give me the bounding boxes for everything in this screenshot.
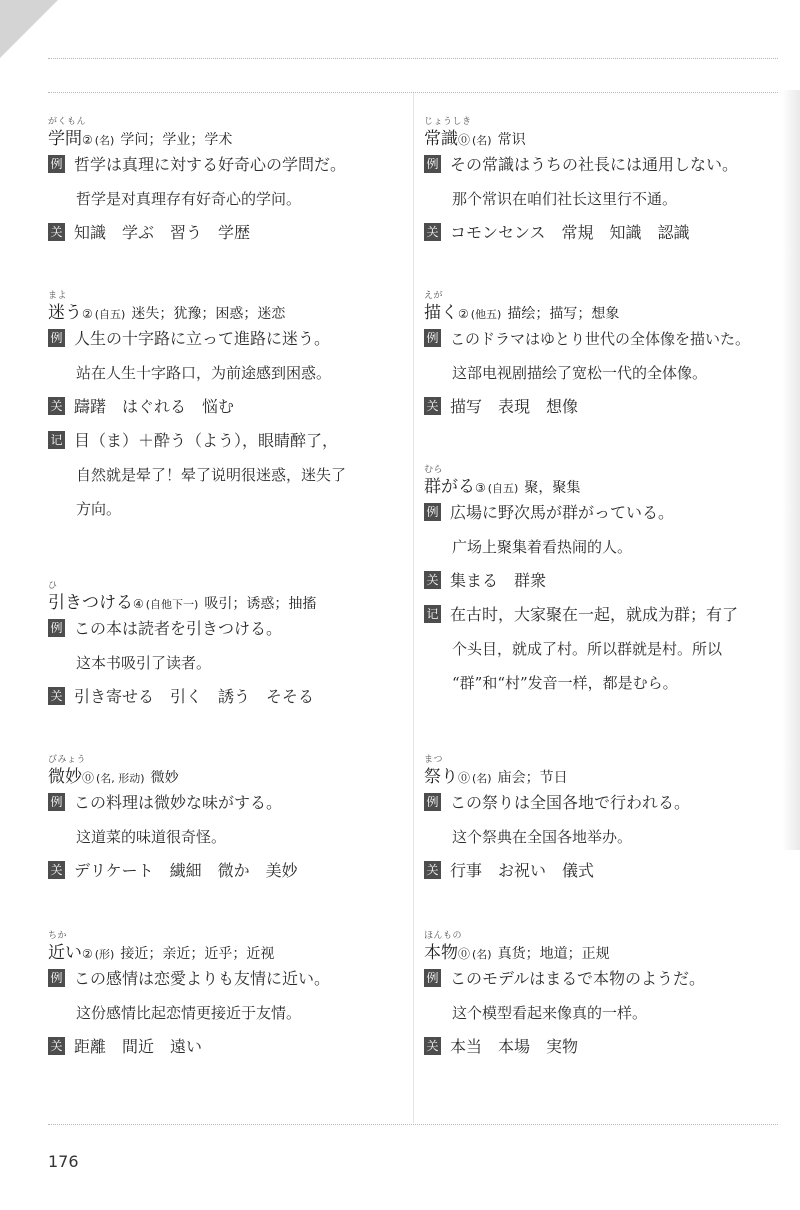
meaning: 学问；学业；学术: [120, 132, 233, 148]
example-badge: 例: [48, 619, 65, 637]
entry-head: [48, 752, 400, 786]
related-badge: 关: [424, 571, 441, 589]
furigana: ちか: [48, 931, 68, 941]
example-badge: 例: [48, 155, 65, 173]
related-line: [424, 1030, 776, 1064]
related-line: [48, 854, 400, 888]
related-line: [48, 216, 400, 250]
furigana: まつ: [424, 755, 444, 765]
page-corner-decoration: [0, 0, 58, 58]
entry-head: [48, 114, 400, 148]
example-badge: 例: [424, 503, 441, 521]
accent-mark: ②: [82, 133, 93, 147]
vocab-entry-gakumon: [48, 114, 400, 250]
example-line: [424, 496, 776, 530]
vocab-entry-muragaru: [424, 462, 776, 700]
example-line: [48, 786, 400, 820]
example-sentence: この料理は微妙な味がする。: [74, 793, 283, 812]
example-sentence: このモデルはまるで本物のようだ。: [450, 969, 706, 988]
headword: 学問: [48, 129, 82, 149]
footer-rule: [48, 1124, 778, 1125]
part-of-speech: (自五): [94, 308, 126, 321]
entry-head: [424, 928, 776, 962]
example-sentence: この感情は恋愛よりも友情に近い。: [74, 969, 331, 988]
entry-head: [424, 114, 776, 148]
entry-head: [48, 578, 400, 612]
related-badge: 关: [424, 397, 441, 415]
example-line: [424, 786, 776, 820]
translation: 站在人生十字路口，为前途感到困惑。: [76, 364, 332, 382]
related-badge: 关: [48, 861, 65, 879]
memo-text: 自然就是晕了！晕了说明很迷惑，迷失了: [76, 466, 347, 484]
entry-head: [424, 288, 776, 322]
entry-head: [424, 462, 776, 496]
memo-badge: 记: [424, 605, 441, 623]
furigana: むら: [424, 465, 444, 475]
related-badge: 关: [424, 223, 441, 241]
memo-text: 目（ま）＋酔う（よう），眼睛醉了，: [74, 431, 339, 450]
example-sentence: このドラマはゆとり世代の全体像を描いた。: [450, 330, 751, 348]
meaning: 常识: [497, 132, 526, 148]
part-of-speech: (名): [94, 134, 115, 147]
headword: 群がる: [424, 477, 475, 497]
related-words: 描写 表現 想像: [450, 397, 579, 416]
page-edge-shadow: [782, 90, 800, 850]
translation: 这道菜的味道很奇怪。: [76, 828, 227, 846]
example-badge: 例: [424, 155, 441, 173]
example-badge: 例: [424, 329, 441, 347]
example-line: [424, 148, 776, 182]
part-of-speech: (名): [472, 772, 492, 785]
example-line: [48, 322, 400, 356]
translation: 那个常识在咱们社长这里行不通。: [452, 190, 678, 208]
column-divider: [413, 93, 414, 1123]
headword: 近い: [48, 943, 82, 963]
furigana: えが: [424, 291, 444, 301]
accent-mark: ③: [475, 481, 486, 495]
furigana: がくもん: [48, 117, 87, 127]
related-line: [424, 854, 776, 888]
memo-text: “群”和“村”发音一样，都是むら。: [452, 674, 678, 692]
example-badge: 例: [424, 793, 441, 811]
headword: 描く: [424, 303, 458, 323]
related-badge: 关: [424, 861, 441, 879]
furigana: ひ: [48, 581, 58, 591]
top-rule: [48, 58, 778, 59]
part-of-speech: (名, 形动): [96, 772, 145, 785]
part-of-speech: (他五): [470, 308, 502, 321]
related-words: 距離 間近 遠い: [74, 1037, 203, 1056]
example-line: [48, 148, 400, 182]
accent-mark: ②: [82, 947, 93, 961]
headword: 常識: [424, 129, 458, 149]
example-sentence: この本は読者を引きつける。: [74, 619, 283, 638]
accent-mark: ②: [82, 307, 93, 321]
meaning: 庙会；节日: [497, 770, 568, 786]
part-of-speech: (名): [472, 948, 492, 961]
memo-line: [48, 424, 400, 458]
headword: 本物: [424, 943, 458, 963]
related-words: コモンセンス 常規 知識 認識: [450, 223, 690, 242]
furigana: じょうしき: [424, 117, 472, 127]
translation: 这部电视剧描绘了宽松一代的全体像。: [452, 364, 708, 382]
entry-head: [424, 752, 776, 786]
translation: 这份感情比起恋情更接近于友情。: [76, 1004, 302, 1022]
example-line: [48, 962, 400, 996]
meaning: 吸引；诱惑；抽搐: [204, 596, 317, 612]
furigana: まよ: [48, 291, 68, 301]
example-sentence: この祭りは全国各地で行われる。: [450, 793, 691, 812]
related-words: 行事 お祝い 儀式: [450, 861, 595, 880]
vocab-entry-chikai: [48, 928, 400, 1064]
meaning: 迷失；犹豫；困惑；迷恋: [131, 306, 286, 322]
meaning: 聚，聚集: [524, 480, 581, 496]
meaning: 微妙: [150, 770, 179, 786]
part-of-speech: (自他下一): [145, 598, 199, 611]
example-line: [424, 962, 776, 996]
vocab-entry-bimyou: [48, 752, 400, 888]
translation: 这本书吸引了读者。: [76, 654, 212, 672]
memo-text: 方向。: [76, 500, 122, 518]
part-of-speech: (自五): [487, 482, 519, 495]
accent-mark: ⓪: [82, 771, 95, 785]
headword: 祭り: [424, 767, 458, 787]
translation: 这个模型看起来像真的一样。: [452, 1004, 648, 1022]
memo-text: 个头目，就成了村。所以群就是村。所以: [452, 640, 723, 658]
related-line: [48, 390, 400, 424]
accent-mark: ⓪: [458, 771, 471, 785]
example-badge: 例: [48, 969, 65, 987]
translation: 这个祭典在全国各地举办。: [452, 828, 633, 846]
related-badge: 关: [48, 397, 65, 415]
related-line: [424, 564, 776, 598]
related-words: デリケート 繊細 微か 美妙: [74, 861, 298, 880]
related-line: [48, 1030, 400, 1064]
example-badge: 例: [48, 329, 65, 347]
related-line: [48, 680, 400, 714]
example-sentence: その常識はうちの社長には通用しない。: [450, 155, 739, 174]
vocab-entry-joushiki: [424, 114, 776, 250]
vocab-entry-honmono: [424, 928, 776, 1064]
related-words: 知識 学ぶ 習う 学歴: [74, 223, 251, 242]
vocab-entry-matsuri: [424, 752, 776, 888]
translation: 广场上聚集着看热闹的人。: [452, 538, 633, 556]
related-words: 集まる 群衆: [450, 571, 547, 590]
example-badge: 例: [424, 969, 441, 987]
related-badge: 关: [48, 687, 65, 705]
meaning: 真货；地道；正规: [497, 946, 610, 962]
furigana: ほんもの: [424, 931, 463, 941]
vocab-entry-hikitsukeru: [48, 578, 400, 714]
example-line: [424, 322, 776, 356]
related-line: [424, 390, 776, 424]
related-badge: 关: [48, 223, 65, 241]
vocab-entry-mayou: [48, 288, 400, 526]
memo-text: 在古时，大家聚在一起，就成为群；有了: [450, 605, 739, 624]
part-of-speech: (形): [94, 948, 115, 961]
memo-line: [424, 598, 776, 632]
example-sentence: 哲学は真理に対する好奇心の学問だ。: [74, 155, 347, 174]
example-sentence: 広場に野次馬が群がっている。: [450, 503, 675, 522]
accent-mark: ④: [133, 597, 144, 611]
example-sentence: 人生の十字路に立って進路に迷う。: [74, 329, 331, 348]
page-number: 176: [48, 1152, 79, 1171]
accent-mark: ⓪: [458, 947, 471, 961]
headword: 引きつける: [48, 593, 133, 613]
example-badge: 例: [48, 793, 65, 811]
related-line: [424, 216, 776, 250]
related-words: 引き寄せる 引く 誘う そそる: [74, 687, 315, 706]
related-words: 本当 本場 実物: [450, 1037, 579, 1056]
meaning: 描绘；描写；想象: [507, 306, 620, 322]
related-words: 躊躇 はぐれる 悩む: [74, 397, 235, 416]
vocab-entry-egaku: [424, 288, 776, 424]
furigana: びみょう: [48, 755, 87, 765]
entry-head: [48, 288, 400, 322]
memo-badge: 记: [48, 431, 65, 449]
entry-head: [48, 928, 400, 962]
example-line: [48, 612, 400, 646]
related-badge: 关: [424, 1037, 441, 1055]
accent-mark: ②: [458, 307, 469, 321]
meaning: 接近；亲近；近乎；近视: [120, 946, 275, 962]
headword: 迷う: [48, 303, 82, 323]
part-of-speech: (名): [472, 134, 492, 147]
headword: 微妙: [48, 767, 82, 787]
related-badge: 关: [48, 1037, 65, 1055]
accent-mark: ⓪: [458, 133, 471, 147]
translation: 哲学是对真理存有好奇心的学问。: [76, 190, 302, 208]
